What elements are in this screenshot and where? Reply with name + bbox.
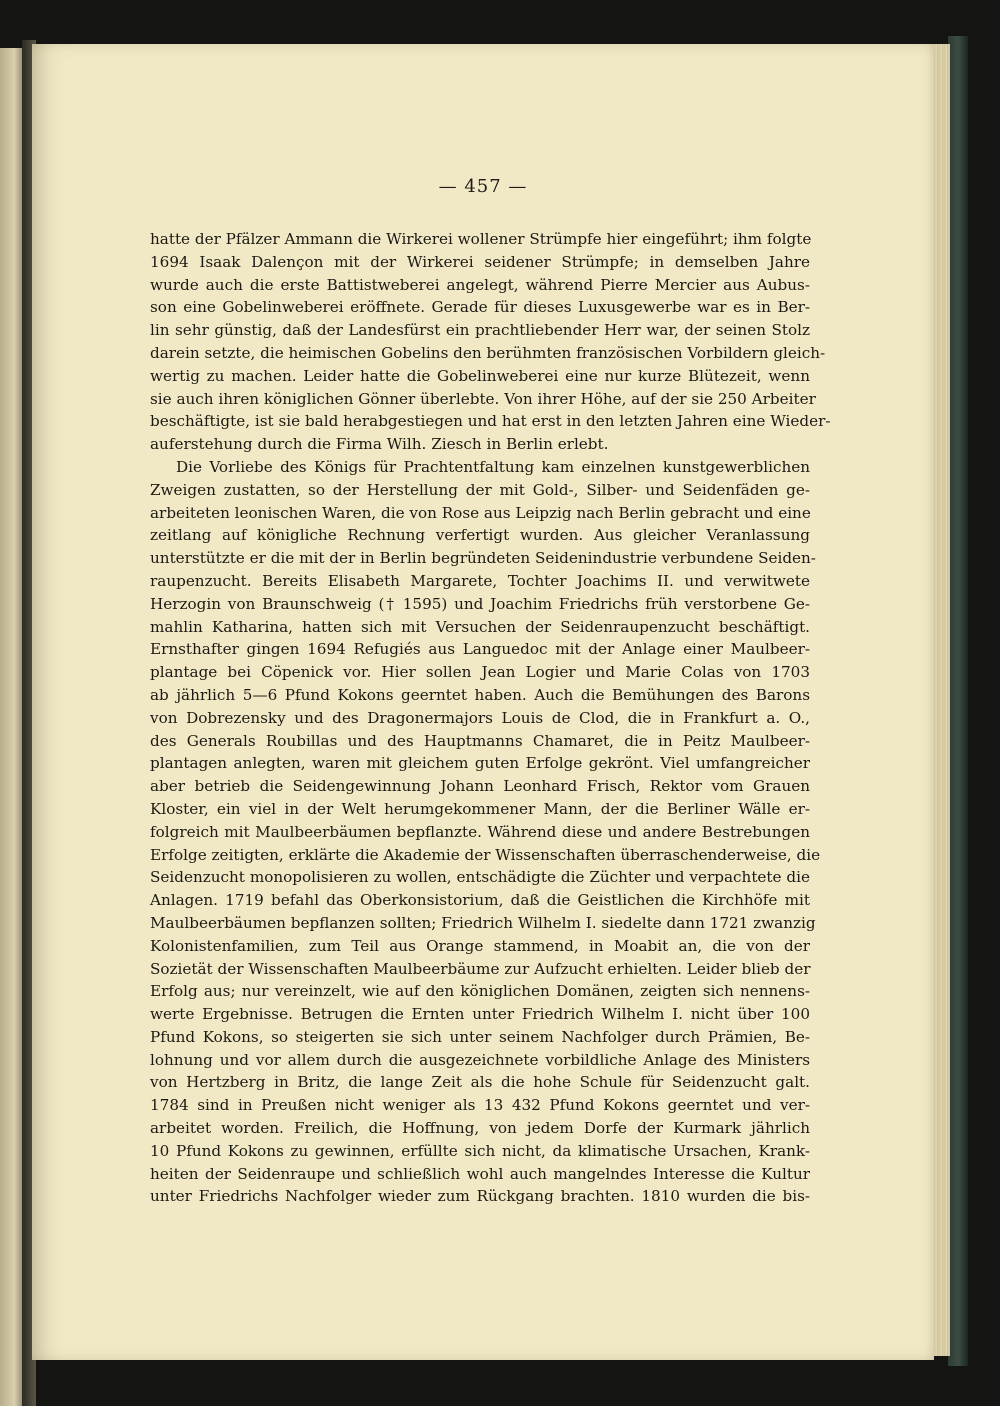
text-line: unterstützte er die mit der in Berlin begründeten Seidenindustrie verbundene Seiden- (150, 549, 816, 568)
text-line: lin sehr günstig, daß der Landesfürst ein prachtliebender Herr war, der seinen Stolz (150, 321, 810, 340)
book-cover-edge (948, 36, 968, 1366)
text-line: Anlagen. 1719 befahl das Oberkonsistorium, daß die Geistlichen die Kirchhöfe mit (150, 891, 810, 910)
text-line: auferstehung durch die Firma Wilh. Ziesch in Berlin erlebt. (150, 435, 609, 454)
text-line: Erfolg aus; nur vereinzelt, wie auf den königlichen Domänen, zeigten sich nennens- (150, 982, 810, 1001)
text-line: Herzogin von Braunschweig († 1595) und Joachim Friedrichs früh verstorbene Ge- (150, 594, 810, 613)
text-line: von Dobrezensky und des Dragonermajors Louis de Clod, die in Frankfurt a. O., (150, 708, 810, 727)
text-line: 1694 Isaak Dalençon mit der Wirkerei seidener Strümpfe; in demselben Jahre (150, 252, 810, 271)
text-line: wertig zu machen. Leider hatte die Gobelinweberei eine nur kurze Blütezeit, wenn (150, 366, 810, 385)
text-line: von Hertzberg in Britz, die lange Zeit als die hohe Schule für Seidenzucht galt. (150, 1073, 810, 1092)
text-line: mahlin Katharina, hatten sich mit Versuchen der Seidenraupenzucht beschäftigt. (150, 617, 810, 636)
body-text (150, 228, 831, 1208)
text-line: Ernsthafter gingen 1694 Refugiés aus Languedoc mit der Anlage einer Maulbeer- (150, 640, 810, 659)
text-line: aber betrieb die Seidengewinnung Johann Leonhard Frisch, Rektor vom Grauen (150, 777, 810, 796)
text-line: lohnung und vor allem durch die ausgezeichnete vorbildliche Anlage des Ministers (150, 1050, 810, 1069)
text-line: heiten der Seidenraupe und schließlich wohl auch mangelndes Interesse die Kultur (150, 1164, 810, 1183)
text-line: folgreich mit Maulbeerbäumen bepflanzte. Während diese und andere Bestrebungen (150, 822, 810, 841)
text-line: werte Ergebnisse. Betrugen die Ernten unter Friedrich Wilhelm I. nicht über 100 (150, 1005, 810, 1024)
text-line: 1784 sind in Preußen nicht weniger als 13 432 Pfund Kokons geerntet und ver- (150, 1096, 810, 1115)
text-line: sie auch ihren königlichen Gönner überlebte. Von ihrer Höhe, auf der sie 250 Arbeiter (150, 389, 816, 408)
text-line: wurde auch die erste Battistweberei angelegt, während Pierre Mercier aus Aubus- (150, 275, 810, 294)
facing-page-edge (0, 48, 24, 1406)
text-line: darein setzte, die heimischen Gobelins den berühmten französischen Vorbildern gleich- (150, 343, 826, 362)
text-line: arbeitet worden. Freilich, die Hoffnung, von jedem Dorfe der Kurmark jährlich (150, 1119, 810, 1138)
page-number: — 457 — (438, 176, 528, 197)
text-line: arbeiteten leonischen Waren, die von Rose aus Leipzig nach Berlin gebracht und eine (150, 503, 811, 522)
text-line: Die Vorliebe des Königs für Prachtentfaltung kam einzelnen kunstgewerblichen (176, 457, 810, 476)
text-line: Erfolge zeitigten, erklärte die Akademie der Wissenschaften überraschenderweise, die (150, 845, 821, 864)
text-line: son eine Gobelinweberei eröffnete. Gerade für dieses Luxusgewerbe war es in Ber- (150, 298, 810, 317)
text-line: beschäftigte, ist sie bald herabgestiegen und hat erst in den letzten Jahren eine Wieder- (150, 412, 831, 431)
text-line: zeitlang auf königliche Rechnung verfertigt wurden. Aus gleicher Veranlassung (150, 526, 810, 545)
text-line: unter Friedrichs Nachfolger wieder zum Rückgang brachten. 1810 wurden die bis- (150, 1187, 810, 1206)
text-line: Zweigen zustatten, so der Herstellung der mit Gold-, Silber- und Seidenfäden ge- (150, 480, 810, 499)
text-line: 10 Pfund Kokons zu gewinnen, erfüllte sich nicht, da klimatische Ursachen, Krank- (150, 1141, 810, 1160)
book-page (32, 44, 934, 1360)
text-line: Maulbeerbäumen bepflanzen sollten; Friedrich Wilhelm I. siedelte dann 1721 zwanzig (150, 913, 816, 932)
text-line: Kloster, ein viel in der Welt herumgekommener Mann, der die Berliner Wälle er- (150, 799, 810, 818)
text-line: plantagen anlegten, waren mit gleichem guten Erfolge gekrönt. Viel umfangreicher (150, 754, 810, 773)
text-line: Pfund Kokons, so steigerten sie sich unter seinem Nachfolger durch Prämien, Be- (150, 1027, 810, 1046)
text-line: plantage bei Cöpenick vor. Hier sollen Jean Logier und Marie Colas von 1703 (150, 663, 810, 682)
text-line: Sozietät der Wissenschaften Maulbeerbäume zur Aufzucht erhielten. Leider blieb der (150, 959, 811, 978)
text-line: Seidenzucht monopolisieren zu wollen, entschädigte die Züchter und verpachtete die (150, 868, 810, 887)
text-line: ab jährlich 5—6 Pfund Kokons geerntet haben. Auch die Bemühungen des Barons (150, 685, 810, 704)
text-line: des Generals Roubillas und des Hauptmanns Chamaret, die in Peitz Maulbeer- (150, 731, 810, 750)
text-line: hatte der Pfälzer Ammann die Wirkerei wollener Strümpfe hier eingeführt; ihm folgte (150, 230, 812, 248)
text-line: Kolonistenfamilien, zum Teil aus Orange stammend, in Moabit an, die von der (150, 936, 810, 955)
text-line: raupenzucht. Bereits Elisabeth Margarete, Tochter Joachims II. und verwitwete (150, 571, 810, 590)
